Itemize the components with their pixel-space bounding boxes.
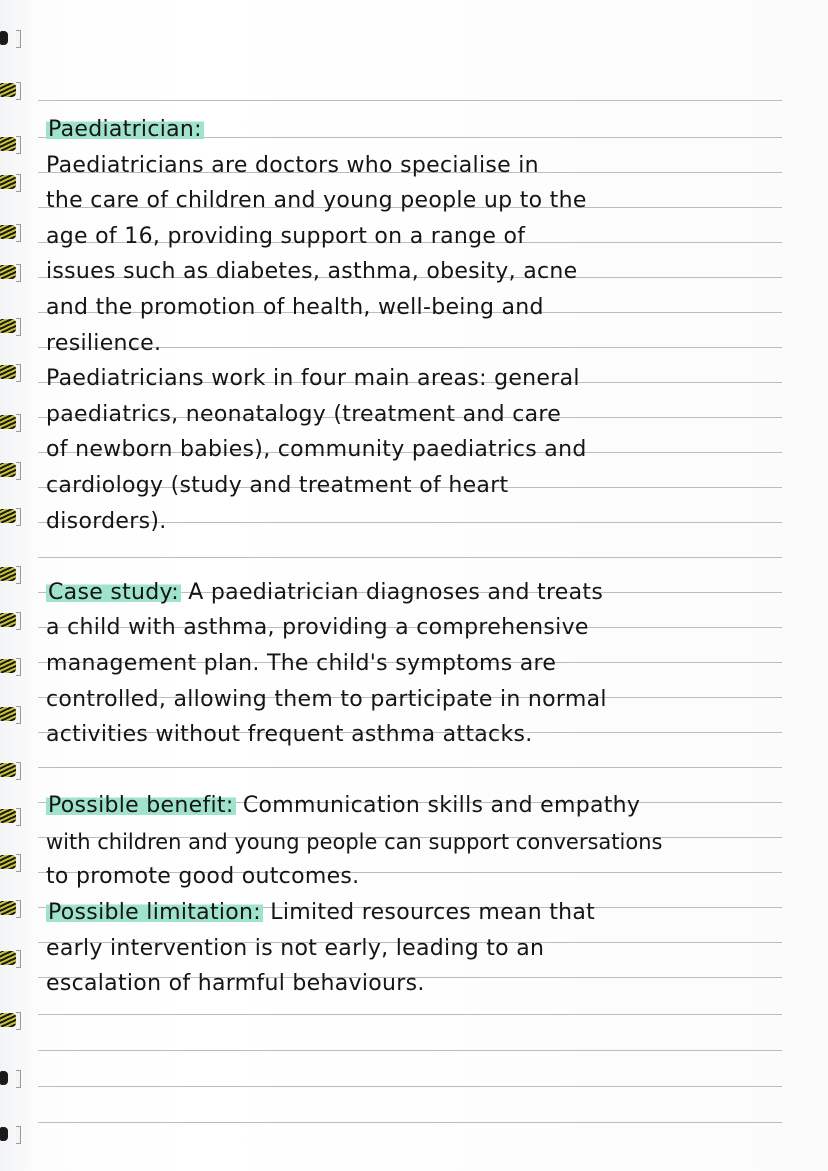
blank-line: [46, 541, 816, 577]
rule-line: [38, 100, 782, 101]
text-line: [46, 897, 816, 933]
rule-line: [38, 1086, 782, 1087]
page-title: Paediatrician:: [48, 117, 202, 142]
text-line: of newborn babies), community paediatrics and: [46, 437, 587, 463]
areas-paragraph: [46, 363, 816, 541]
text-line: issues such as diabetes, asthma, obesity, acne: [46, 259, 578, 285]
text-segment: Limited resources mean that: [263, 900, 596, 926]
text-line: [46, 577, 816, 613]
text-line: cardiology (study and treatment of heart: [46, 472, 509, 498]
heading-line: [46, 114, 816, 150]
blank-line: [46, 755, 816, 791]
text-line: early intervention is not early, leading to an: [46, 935, 545, 961]
text-line: Paediatricians are doctors who specialise in: [46, 152, 539, 178]
text-line: paediatrics, neonatalogy (treatment and care: [46, 401, 562, 427]
limitation-paragraph: [46, 897, 816, 1004]
benefit-paragraph: [46, 790, 816, 897]
text-segment: A paediatrician diagnoses and treats: [180, 579, 604, 605]
limitation-label: Possible limitation:: [48, 900, 262, 926]
text-line: disorders).: [46, 508, 167, 534]
text-line: activities without frequent asthma attacks.: [46, 722, 533, 748]
rule-line: [38, 1050, 782, 1051]
text-line: Paediatricians work in four main areas: general: [46, 366, 580, 392]
benefit-label: Possible benefit:: [48, 793, 234, 819]
rule-line: [38, 1122, 782, 1123]
text-line: controlled, allowing them to participate in normal: [46, 686, 607, 712]
text-segment: Communication skills and empathy: [235, 793, 641, 819]
text-line: with children and young people can support conversations: [46, 829, 663, 854]
text-line: to promote good outcomes.: [46, 864, 360, 890]
text-line: [46, 790, 816, 826]
rule-line: [38, 1014, 782, 1015]
intro-paragraph: [46, 150, 816, 364]
text-line: the care of children and young people up to the: [46, 188, 587, 214]
case-study-paragraph: [46, 577, 816, 755]
case-study-label: Case study:: [48, 579, 179, 605]
text-line: and the promotion of health, well-being and: [46, 294, 544, 320]
text-line: a child with asthma, providing a comprehensive: [46, 615, 589, 641]
text-line: escalation of harmful behaviours.: [46, 971, 425, 997]
notes-content: [46, 114, 816, 1004]
text-line: age of 16, providing support on a range of: [46, 223, 526, 249]
text-line: resilience.: [46, 330, 162, 356]
text-line: management plan. The child's symptoms are: [46, 650, 557, 676]
